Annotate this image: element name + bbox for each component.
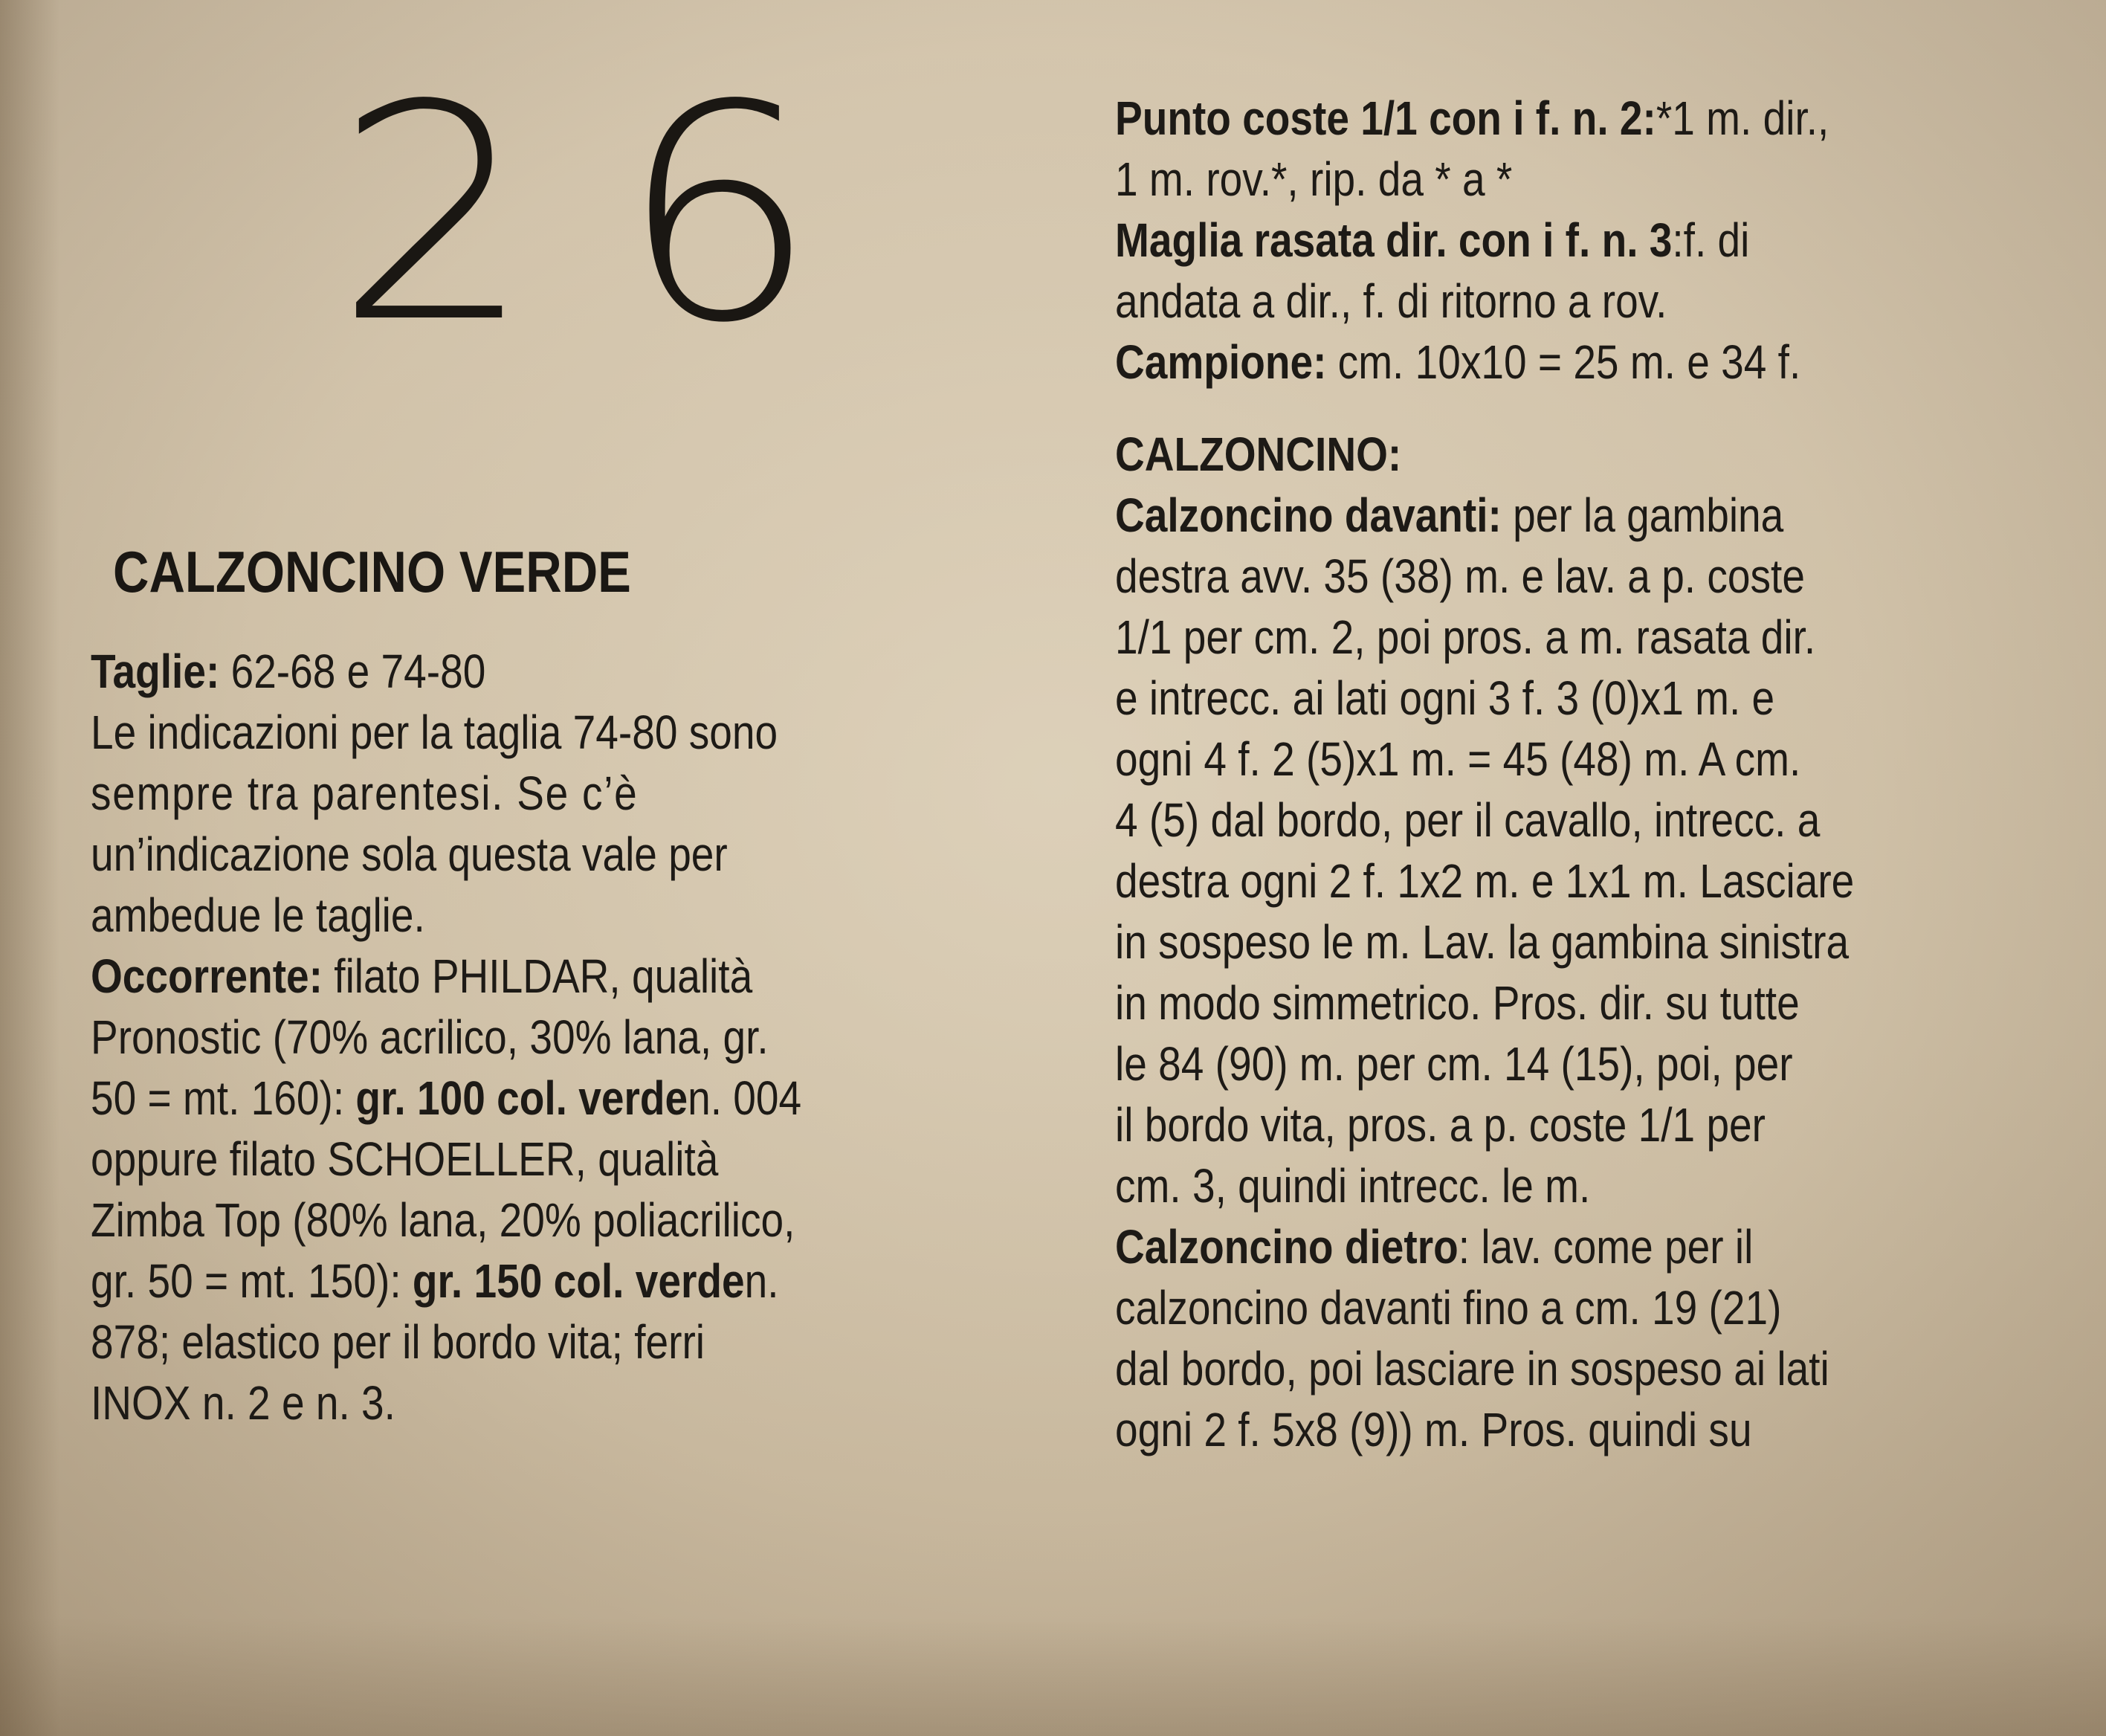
materials-label: Occorrente:	[91, 949, 323, 1003]
stockinette-line	[1115, 210, 1854, 271]
right-column	[1115, 88, 1974, 1460]
gauge-value: cm. 10x10 = 25 m. e 34 f.	[1326, 335, 1801, 389]
left-column	[91, 641, 917, 1433]
rib-stitch-text: *1 m. dir.,	[1656, 91, 1829, 145]
front-label: Calzoncino davanti:	[1115, 488, 1502, 542]
yarn-amount-phildar: gr. 100 col. verde	[355, 1071, 688, 1125]
gauge-line	[1115, 332, 1854, 393]
materials-text: n. 004	[688, 1071, 802, 1125]
gauge-label: Campione:	[1115, 335, 1327, 389]
sizes-line	[91, 641, 801, 702]
front-line: 1/1 per cm. 2, poi pros. a m. rasata dir.	[1115, 610, 1816, 664]
stockinette-label: Maglia rasata dir. con i f. n. 3	[1115, 213, 1673, 267]
intro-line: sempre tra parentesi. Se c’è	[91, 767, 639, 820]
materials-line	[91, 946, 801, 1007]
materials-line: oppure filato SCHOELLER, qualità	[91, 1132, 719, 1186]
materials-text: 50 = mt. 160):	[91, 1071, 356, 1125]
materials-text: gr. 50 = mt. 150):	[91, 1254, 413, 1308]
intro-line: ambedue le taglie.	[91, 888, 425, 942]
back-text: : lav. come per il	[1458, 1220, 1754, 1274]
front-text: per la gambina	[1501, 488, 1784, 542]
back-line	[1115, 1216, 1854, 1277]
front-line: e intrecc. ai lati ogni 3 f. 3 (0)x1 m. e	[1115, 671, 1775, 725]
yarn-amount-schoeller: gr. 150 col. verde	[412, 1254, 745, 1308]
front-line: il bordo vita, pros. a p. coste 1/1 per	[1115, 1098, 1766, 1152]
materials-line	[91, 1251, 801, 1311]
materials-line	[91, 1068, 801, 1129]
front-line: cm. 3, quindi intrecc. le m.	[1115, 1159, 1591, 1213]
rib-stitch-line: 1 m. rov.*, rip. da * a *	[1115, 152, 1513, 206]
front-line: 4 (5) dal bordo, per il cavallo, intrecc. a	[1115, 793, 1821, 847]
materials-line: 878; elastico per il bordo vita; ferri	[91, 1315, 705, 1369]
front-line: le 84 (90) m. per cm. 14 (15), poi, per	[1115, 1037, 1793, 1091]
rib-stitch-line	[1115, 88, 1854, 149]
section-heading: CALZONCINO:	[1115, 427, 1402, 481]
back-label: Calzoncino dietro	[1115, 1220, 1459, 1274]
back-line: dal bordo, poi lasciare in sospeso ai lati	[1115, 1342, 1829, 1395]
front-line	[1115, 485, 1854, 546]
front-line: ogni 4 f. 2 (5)x1 m. = 45 (48) m. A cm.	[1115, 732, 1801, 786]
front-line: in modo simmetrico. Pros. dir. su tutte	[1115, 976, 1800, 1030]
sizes-value: 62-68 e 74-80	[219, 645, 486, 698]
stockinette-line: andata a dir., f. di ritorno a rov.	[1115, 274, 1667, 328]
page-fold-shadow	[0, 0, 59, 1736]
front-line: destra avv. 35 (38) m. e lav. a p. coste	[1115, 549, 1805, 603]
pattern-number: 26	[335, 42, 904, 388]
materials-line: INOX n. 2 e n. 3.	[91, 1376, 395, 1430]
back-line: calzoncino davanti fino a cm. 19 (21)	[1115, 1281, 1782, 1335]
front-line: destra ogni 2 f. 1x2 m. e 1x1 m. Lasciare	[1115, 854, 1855, 908]
materials-text: n.	[744, 1254, 779, 1308]
materials-text: filato PHILDAR, qualità	[322, 949, 753, 1003]
materials-line: Zimba Top (80% lana, 20% poliacrilico,	[91, 1193, 795, 1247]
intro-line: Le indicazioni per la taglia 74-80 sono	[91, 706, 778, 759]
spacer	[1115, 393, 1974, 424]
pattern-title: CALZONCINO VERDE	[113, 539, 631, 604]
materials-line: Pronostic (70% acrilico, 30% lana, gr.	[91, 1010, 769, 1064]
back-line: ogni 2 f. 5x8 (9)) m. Pros. quindi su	[1115, 1403, 1752, 1456]
sizes-label: Taglie:	[91, 645, 220, 698]
page-bottom-shadow	[0, 1617, 2106, 1736]
intro-line: un’indicazione sola questa vale per	[91, 827, 728, 881]
front-line: in sospeso le m. Lav. la gambina sinistra	[1115, 915, 1850, 969]
stockinette-text: :f. di	[1672, 213, 1750, 267]
rib-stitch-label: Punto coste 1/1 con i f. n. 2:	[1115, 91, 1656, 145]
